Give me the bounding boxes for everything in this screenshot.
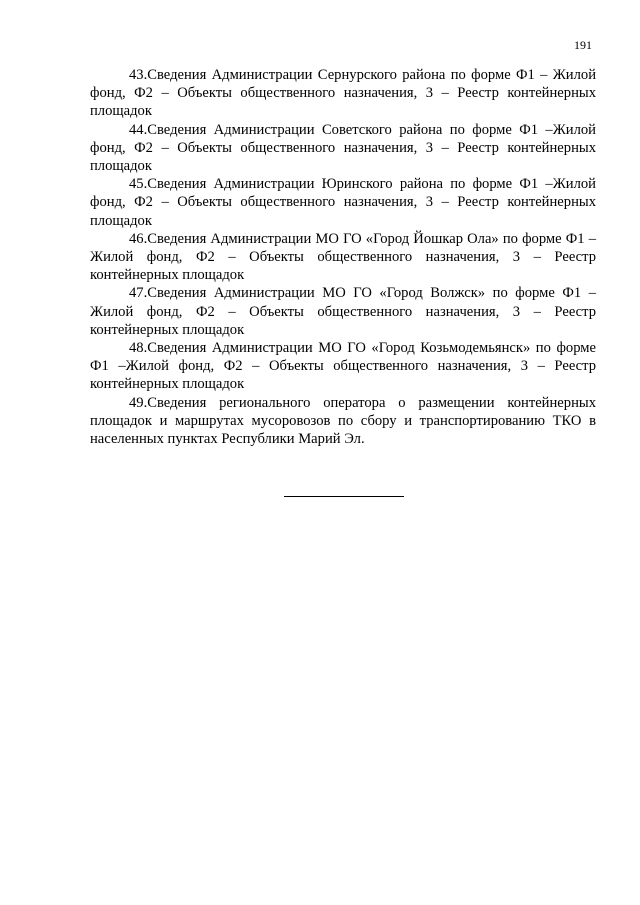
list-item: 47.Сведения Администрации МО ГО «Город Волжск» по форме Ф1 – Жилой фонд, Ф2 – Объекты общественного назначения, 3 – Реестр контейнерных площадок — [90, 285, 596, 338]
end-separator-line — [284, 496, 404, 497]
list-item: 44.Сведения Администрации Советского района по форме Ф1 –Жилой фонд, Ф2 – Объекты общественного назначения, 3 – Реестр контейнерных площадок — [90, 121, 596, 175]
list-item: 43.Сведения Администрации Сернурского района по форме Ф1 – Жилой фонд, Ф2 – Объекты общественного назначения, 3 – Реестр контейнерных площадок — [90, 67, 596, 120]
page-number: 191 — [574, 38, 592, 52]
document-body — [90, 66, 596, 448]
list-item: 46.Сведения Администрации МО ГО «Город Йошкар Ола» по форме Ф1 –Жилой фонд, Ф2 – Объекты общественного назначения, 3 – Реестр контейнерных площадок — [90, 230, 596, 284]
list-item: 45.Сведения Администрации Юринского района по форме Ф1 –Жилой фонд, Ф2 – Объекты общественного назначения, 3 – Реестр контейнерных площадок — [90, 176, 596, 229]
list-item: 48.Сведения Администрации МО ГО «Город Козьмодемьянск» по форме Ф1 –Жилой фонд, Ф2 – Объекты общественного назначения, 3 – Реестр контейнерных площадок — [90, 340, 596, 393]
list-item: 49.Сведения регионального оператора о размещении контейнерных площадок и маршрутах мусоровозов по сбору и транспортированию ТКО в населенных пунктах Республики Марий Эл. — [90, 394, 596, 448]
